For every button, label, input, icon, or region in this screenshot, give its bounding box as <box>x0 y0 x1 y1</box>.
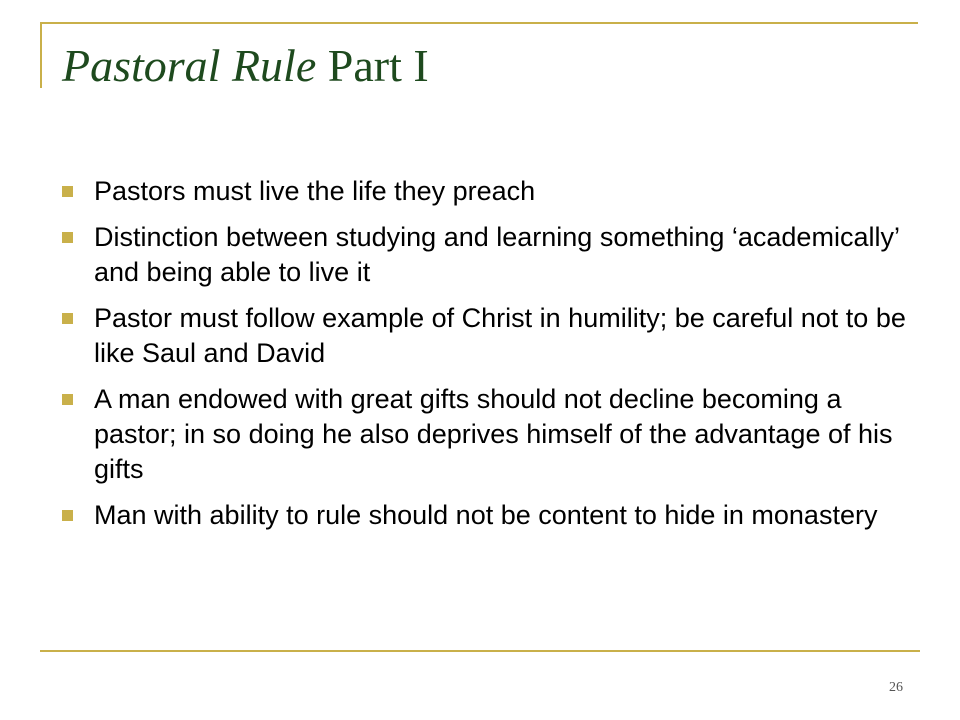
bullet-item <box>62 498 912 533</box>
top-divider <box>40 22 918 24</box>
square-bullet-icon <box>62 510 73 521</box>
bullet-item <box>62 220 912 290</box>
bullet-text: Pastor must follow example of Christ in humility; be careful not to be like Saul and David <box>94 303 906 368</box>
bullet-text: Distinction between studying and learning something ‘academically’ and being able to live it <box>94 222 899 287</box>
page-number: 26 <box>889 680 903 695</box>
title-italic: Pastoral Rule <box>62 40 317 91</box>
bullet-text: Pastors must live the life they preach <box>94 176 536 206</box>
square-bullet-icon <box>62 394 73 405</box>
bottom-divider <box>40 650 920 652</box>
square-bullet-icon <box>62 313 73 324</box>
bullet-text: A man endowed with great gifts should not decline becoming a pastor; in so doing he also deprives himself of the advantage of his gifts <box>94 384 893 484</box>
bullet-item <box>62 301 912 371</box>
left-divider <box>40 22 42 88</box>
square-bullet-icon <box>62 232 73 243</box>
bullet-list <box>62 174 912 544</box>
title-rest: Part I <box>316 40 429 91</box>
bullet-item <box>62 174 912 209</box>
slide-title <box>62 38 429 94</box>
square-bullet-icon <box>62 186 73 197</box>
bullet-text: Man with ability to rule should not be content to hide in monastery <box>94 500 878 530</box>
bullet-item <box>62 382 912 487</box>
